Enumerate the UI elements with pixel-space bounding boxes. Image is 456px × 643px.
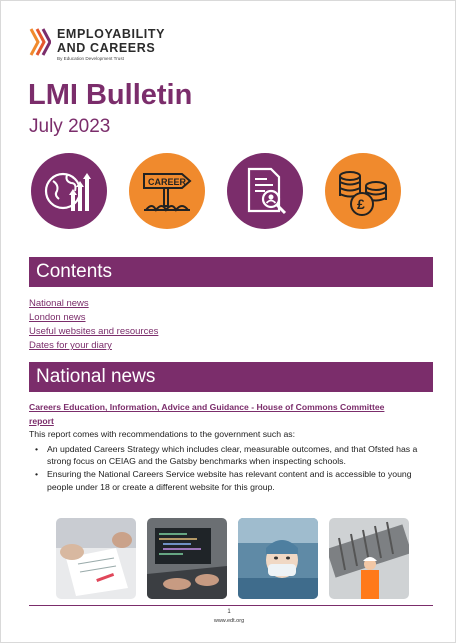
svg-text:£: £ bbox=[357, 196, 365, 212]
svg-text:CAREER: CAREER bbox=[148, 177, 187, 187]
footer-url: www.edt.org bbox=[213, 618, 245, 624]
article-title-link[interactable]: Careers Education, Information, Advice and Guidance - House of Commons Committee report bbox=[29, 402, 385, 426]
footer-divider bbox=[29, 605, 433, 606]
toc-link-national-news[interactable]: National news bbox=[29, 298, 89, 309]
bullet-item: • Ensuring the National Careers Service website has relevant content and is accessible to young people under 18 or create a different website for this group. bbox=[29, 468, 429, 492]
toc-link-dates-diary[interactable]: Dates for your diary bbox=[29, 340, 112, 351]
career-signpost-icon bbox=[129, 153, 205, 229]
toc-link-london-news[interactable]: London news bbox=[29, 312, 86, 323]
page-title: LMI Bulletin bbox=[28, 79, 193, 111]
photo-medical-surgeon bbox=[238, 518, 318, 599]
table-of-contents bbox=[29, 297, 158, 353]
article-intro: This report comes with recommendations to the government such as: bbox=[29, 429, 296, 439]
globe-growth-icon bbox=[31, 153, 107, 229]
pound-coins-icon bbox=[325, 153, 401, 229]
national-news-heading: National news bbox=[36, 366, 156, 387]
contents-heading: Contents bbox=[36, 261, 113, 282]
photo-engineer-turbine bbox=[329, 518, 409, 599]
toc-link-useful-websites[interactable]: Useful websites and resources bbox=[29, 326, 159, 337]
national-news-heading-bar bbox=[29, 362, 433, 392]
page-subtitle: July 2023 bbox=[29, 116, 111, 137]
document-search-icon bbox=[227, 153, 303, 229]
contents-heading-bar bbox=[29, 257, 433, 287]
photo-strip bbox=[56, 518, 409, 599]
page-number: 1 bbox=[227, 609, 231, 615]
article-bullets bbox=[29, 443, 429, 494]
photo-laptop-coding bbox=[147, 518, 227, 599]
topic-icons-row bbox=[31, 153, 401, 229]
chevron-logo-icon bbox=[29, 27, 51, 57]
photo-students-writing bbox=[56, 518, 136, 599]
logo-line-1: EMPLOYABILITY bbox=[57, 27, 166, 41]
bullet-item: • An updated Careers Strategy which includes clear, measurable outcomes, and that Ofsted has a strong focus on CEIAG and the Gatsby benchmarks when inspecting schools. bbox=[29, 443, 429, 467]
logo-subtitle: By Education Development Trust bbox=[57, 56, 124, 61]
employability-careers-logo bbox=[29, 27, 165, 61]
logo-line-2: AND CAREERS bbox=[57, 41, 156, 55]
